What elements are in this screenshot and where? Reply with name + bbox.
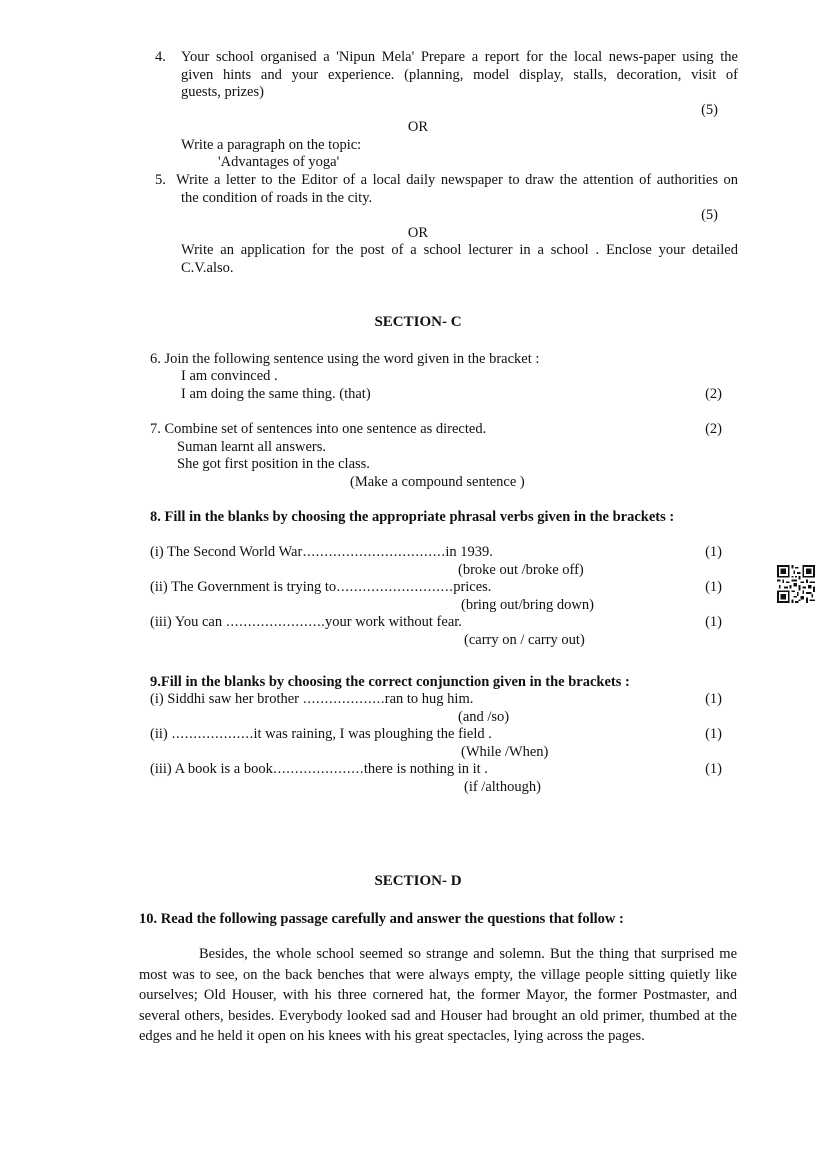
q9-item-3-text: (iii) A book is a book (150, 761, 273, 777)
q8-item-2 (150, 578, 491, 597)
q9-item-1 (150, 690, 473, 709)
q9-heading: 9.Fill in the blanks by choosing the correct conjunction given in the brackets : (150, 674, 630, 690)
q10-passage-text: Besides, the whole school seemed so strange and solemn. But the thing that surprised me most was to see, on the back benches that were always empty, the village people sitting quietly like ourselves; Old Houser, with his three cornered hat, the former Mayor, the former Postmaster, and several others, besides. Everybody looked sad and Houser had brought an old primer, thumbed at the edges and he held it open on his knees with his great spectacles, lying across the pages. (139, 946, 737, 1044)
q5-marks: (5) (701, 207, 718, 223)
q6-heading: 6. Join the following sentence using the word given in the bracket : (150, 351, 540, 367)
q4-line-2: given hints and your experience. (planning, model display, stalls, decoration, visit of (181, 67, 738, 83)
q4-marks: (5) (701, 102, 718, 118)
q8-item-2-options: (bring out/bring down) (461, 597, 594, 613)
q8-item-3-text: (iii) You can (150, 614, 226, 630)
q9-item-2-marks: (1) (705, 726, 722, 742)
q4-alt-topic: 'Advantages of yoga' (218, 154, 340, 170)
q8-item-3-marks: (1) (705, 614, 722, 630)
q5-number: 5. (155, 172, 166, 188)
q8-heading: 8. Fill in the blanks by choosing the appropriate phrasal verbs given in the brackets : (150, 509, 675, 525)
q9-item-1-options: (and /so) (458, 709, 510, 725)
q9-item-2-end: it was raining, I was ploughing the field . (253, 726, 492, 742)
q9-item-3-blank: ………………… (272, 762, 364, 777)
q8-item-3 (150, 613, 462, 632)
q9-item-2-options: (While /When) (461, 744, 549, 760)
q8-item-1-marks: (1) (705, 544, 722, 560)
q6-line-1: I am convinced . (181, 368, 278, 384)
q9-item-3-options: (if /although) (464, 779, 541, 795)
q9-item-3 (150, 760, 488, 779)
q9-item-2-text: (ii) (150, 726, 172, 742)
q8-item-1-end: in 1939. (445, 544, 493, 560)
q6-marks: (2) (705, 386, 722, 402)
q8-item-3-blank: ………………….. (225, 615, 325, 630)
q4-line-3: guests, prizes) (181, 84, 264, 100)
q9-item-3-marks: (1) (705, 761, 722, 777)
section-d-heading: SECTION- D (374, 873, 462, 889)
q4-or: OR (407, 119, 429, 135)
q6-line-2: I am doing the same thing. (that) (181, 386, 371, 402)
q5-line-1: Write a letter to the Editor of a local daily newspaper to draw the attention of authorities on (176, 172, 738, 188)
q9-item-1-marks: (1) (705, 691, 722, 707)
q10-heading: 10. Read the following passage carefully and answer the questions that follow : (139, 911, 624, 927)
q8-item-1 (150, 543, 493, 562)
q8-item-1-text: (i) The Second World War (150, 544, 303, 560)
q7-marks: (2) (705, 421, 722, 437)
q5-line-2: the condition of roads in the city. (181, 190, 373, 206)
q8-item-1-blank: …………………………… (302, 545, 446, 560)
q9-item-2-blank: ………………. (171, 727, 254, 742)
q8-item-1-options: (broke out /broke off) (458, 562, 584, 578)
q4-alt-line-1: Write a paragraph on the topic: (181, 137, 362, 153)
q9-item-1-text: (i) Siddhi saw her brother (150, 691, 303, 707)
q8-item-2-blank: ……………………… (336, 580, 454, 595)
q8-item-3-end: your work without fear. (325, 614, 462, 630)
q8-item-3-options: (carry on / carry out) (464, 632, 585, 648)
q4-number: 4. (155, 49, 166, 65)
qr-code-icon (777, 565, 815, 603)
q5-alt-line-1: Write an application for the post of a school lecturer in a school . Enclose your detailed (181, 242, 738, 258)
q9-item-3-end: there is nothing in it . (363, 761, 488, 777)
section-c-heading: SECTION- C (374, 314, 462, 330)
q8-item-2-end: prices. (453, 579, 492, 595)
q7-line-1: Suman learnt all answers. (177, 439, 326, 455)
q9-item-1-blank: ………………. (302, 692, 385, 707)
q4-line-1: Your school organised a 'Nipun Mela' Prepare a report for the local news-paper using the (181, 49, 738, 65)
q7-heading: 7. Combine set of sentences into one sentence as directed. (150, 421, 487, 437)
q7-instruction: (Make a compound sentence ) (350, 474, 525, 490)
q8-item-2-marks: (1) (705, 579, 722, 595)
q10-passage (139, 944, 737, 1047)
q5-alt-line-2: C.V.also. (181, 260, 234, 276)
q9-item-2 (150, 725, 492, 744)
q9-item-1-end: ran to hug him. (384, 691, 474, 707)
q7-line-2: She got first position in the class. (177, 456, 370, 472)
q8-item-2-text: (ii) The Government is trying to (150, 579, 337, 595)
q5-or: OR (407, 225, 429, 241)
